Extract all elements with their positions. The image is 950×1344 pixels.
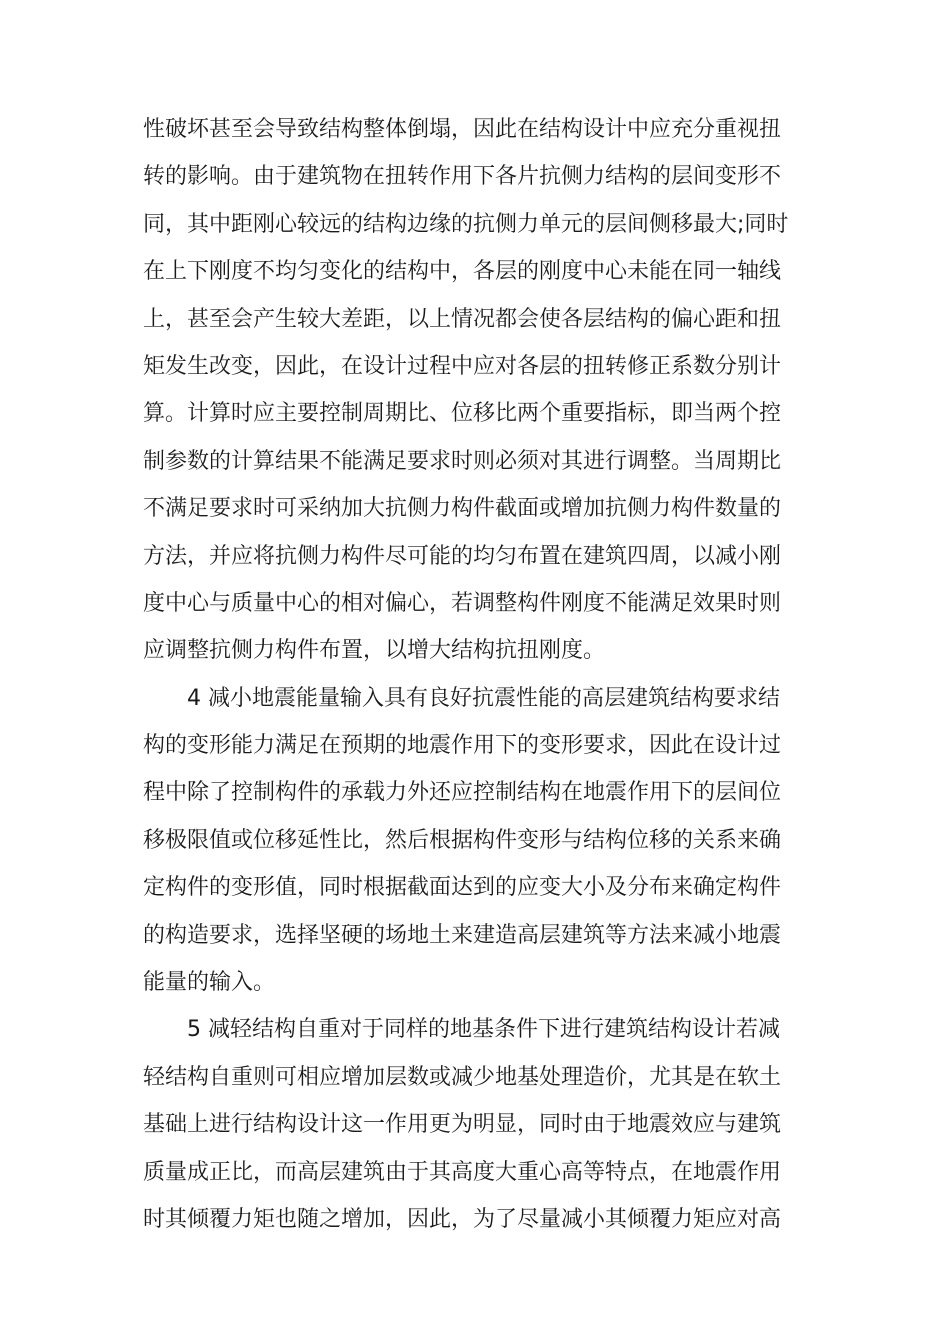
text-line: 转的影响。由于建筑物在扭转作用下各片抗侧力结构的层间变形不: [143, 164, 782, 190]
text-line: 度中心与质量中心的相对偏心，若调整构件刚度不能满足效果时则: [143, 590, 782, 616]
text-line: 矩发生改变，因此，在设计过程中应对各层的扭转修正系数分别计: [143, 353, 782, 379]
text-line: 轻结构自重则可相应增加层数或减少地基处理造价，尤其是在软土: [143, 1064, 782, 1090]
text-line: 上，甚至会产生较大差距，以上情况都会使各层结构的偏心距和扭: [143, 306, 782, 332]
text-line: 移极限值或位移延性比，然后根据构件变形与结构位移的关系来确: [143, 827, 782, 853]
text-line: 质量成正比，而高层建筑由于其高度大重心高等特点，在地震作用: [143, 1159, 782, 1185]
text-line: 制参数的计算结果不能满足要求时则必须对其进行调整。当周期比: [143, 448, 782, 474]
text-line: 程中除了控制构件的承载力外还应控制结构在地震作用下的层间位: [143, 780, 782, 806]
body-text: [143, 106, 807, 1243]
text-line: 性破坏甚至会导致结构整体倒塌，因此在结构设计中应充分重视扭: [143, 117, 782, 142]
paragraph-5-heading-line: 5 减轻结构自重对于同样的地基条件下进行建筑结构设计若减: [187, 1017, 780, 1043]
text-line: 不满足要求时可采纳加大抗侧力构件截面或增加抗侧力构件数量的: [143, 496, 782, 522]
text-line: 在上下刚度不均匀变化的结构中，各层的刚度中心未能在同一轴线: [143, 259, 782, 285]
text-line: 基础上进行结构设计这一作用更为明显，同时由于地震效应与建筑: [143, 1112, 782, 1138]
text-line: 能量的输入。: [143, 970, 276, 996]
paragraph-4-heading-line: 4 减小地震能量输入具有良好抗震性能的高层建筑结构要求结: [187, 685, 780, 711]
text-line: 方法，并应将抗侧力构件尽可能的均匀布置在建筑四周，以减小刚: [143, 543, 782, 569]
text-line: 定构件的变形值，同时根据截面达到的应变大小及分布来确定构件: [143, 875, 782, 901]
text-line: 时其倾覆力矩也随之增加，因此，为了尽量减小其倾覆力矩应对高: [143, 1206, 782, 1232]
text-line: 算。计算时应主要控制周期比、位移比两个重要指标，即当两个控: [143, 401, 782, 427]
text-line: 的构造要求，选择坚硬的场地土来建造高层建筑等方法来减小地震: [143, 922, 782, 948]
text-line: 同，其中距刚心较远的结构边缘的抗侧力单元的层间侧移最大;同时: [143, 211, 789, 237]
text-line: 应调整抗侧力构件布置，以增大结构抗扭刚度。: [143, 638, 606, 664]
text-line: 构的变形能力满足在预期的地震作用下的变形要求，因此在设计过: [143, 733, 782, 759]
